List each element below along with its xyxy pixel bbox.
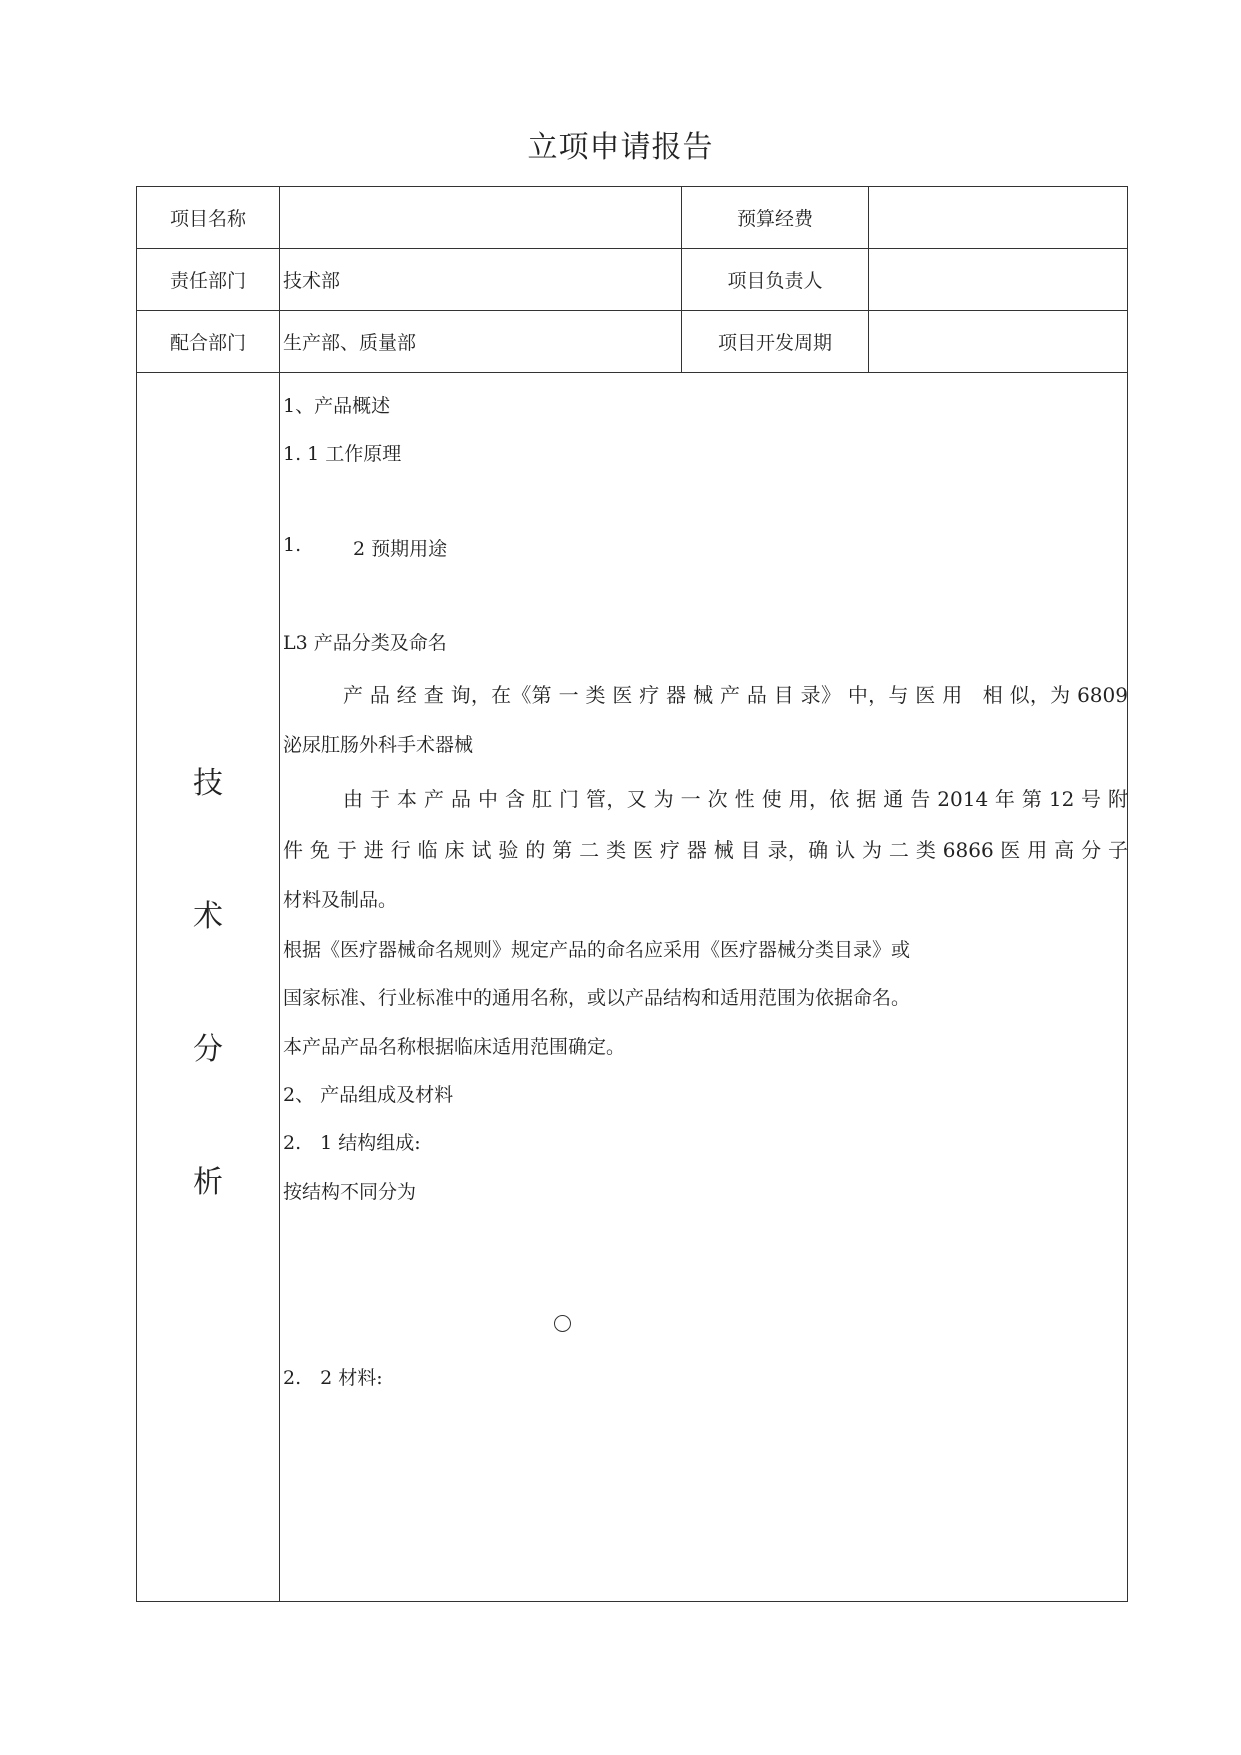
- section-char: 技: [193, 766, 223, 801]
- paragraph-line: 国家标准、行业标准中的通用名称，或以产品结构和适用范围为依据命名。: [283, 987, 911, 1009]
- section-char: 分: [193, 1032, 223, 1067]
- paragraph-line: 材料及制品。: [283, 889, 398, 911]
- field-project-leader[interactable]: [869, 249, 1128, 311]
- paragraph-line: 件 免 于 进 行 临 床 试 验 的 第 二 类 医 疗 器 械 目 录，确 认 为 二 类 6866 医 用 高 分 子: [283, 838, 1128, 862]
- paragraph-line: 按结构不同分为: [283, 1181, 417, 1203]
- heading-classification: L3 产品分类及命名: [283, 632, 447, 654]
- application-form-table: [136, 186, 1128, 1602]
- field-dev-cycle[interactable]: [869, 311, 1128, 373]
- page-title: 立项申请报告: [527, 130, 714, 165]
- label-cooperating-dept: 配合部门: [137, 311, 280, 373]
- paragraph-line: 产 品 经 查 询，在《第 一 类 医 疗 器 械 产 品 目 录》 中，与 医 用 相 似，为 6809: [343, 683, 1128, 707]
- heading-composition-materials: 2、 产品组成及材料: [283, 1084, 454, 1106]
- form-row-cooperating-dept: [137, 311, 1128, 373]
- form-row-responsible-dept: [137, 249, 1128, 311]
- heading-product-overview: 1、产品概述: [283, 395, 391, 417]
- paragraph-line: 本产品产品名称根据临床适用范围确定。: [283, 1036, 626, 1058]
- heading-intended-use-number: 1.: [283, 534, 302, 556]
- technical-analysis-label-cell: [137, 373, 280, 1602]
- label-dev-cycle: 项目开发周期: [682, 311, 869, 373]
- heading-materials: 2. 2 材料:: [283, 1367, 383, 1389]
- form-row-project-name: [137, 187, 1128, 249]
- field-budget[interactable]: [869, 187, 1128, 249]
- paragraph-line: 泌尿肛肠外科手术器械: [283, 734, 474, 756]
- heading-intended-use: 2 预期用途: [353, 538, 448, 560]
- field-responsible-dept[interactable]: 技术部: [280, 249, 682, 311]
- field-project-name[interactable]: [280, 187, 682, 249]
- paragraph-line: 由 于 本 产 品 中 含 肛 门 管，又 为 一 次 性 使 用，依 据 通 告 2014 年 第 12 号 附: [343, 787, 1128, 811]
- label-budget: 预算经费: [682, 187, 869, 249]
- section-char: 析: [193, 1165, 223, 1200]
- label-project-leader: 项目负责人: [682, 249, 869, 311]
- heading-structure: 2. 1 结构组成:: [283, 1132, 421, 1154]
- field-cooperating-dept[interactable]: 生产部、质量部: [280, 311, 682, 373]
- paragraph-line: 根据《医疗器械命名规则》规定产品的命名应采用《医疗器械分类目录》或: [283, 939, 911, 961]
- label-project-name: 项目名称: [137, 187, 280, 249]
- heading-working-principle: 1. 1 工作原理: [283, 443, 402, 465]
- label-responsible-dept: 责任部门: [137, 249, 280, 311]
- technical-analysis-content[interactable]: [280, 373, 1128, 1602]
- section-char: 术: [193, 899, 223, 934]
- form-row-technical-analysis: [137, 373, 1128, 1602]
- circle-mark-icon: [554, 1315, 571, 1332]
